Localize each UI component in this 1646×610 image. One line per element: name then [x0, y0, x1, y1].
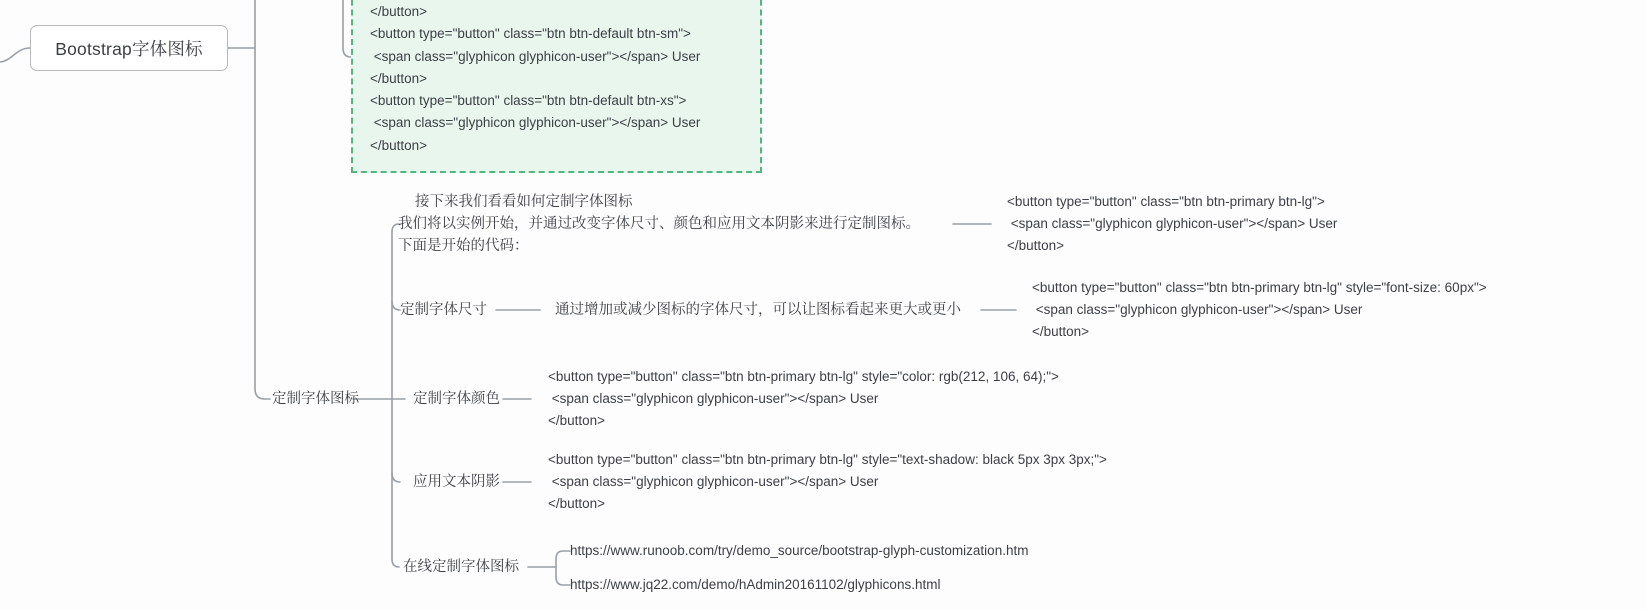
code-line: <span class="glyphicon glyphicon-user"></span> User — [1007, 216, 1338, 231]
code-line: </button> — [370, 4, 428, 19]
topic-custom-icons-branch[interactable]: 定制字体图标 — [272, 391, 359, 407]
topic-custom-size[interactable]: 定制字体尺寸 — [400, 302, 487, 318]
intro-line: 下面是开始的代码： — [398, 238, 529, 254]
connector-child-trunk — [392, 224, 399, 567]
topic-text-shadow[interactable]: 应用文本阴影 — [413, 474, 500, 490]
code-line: <button type="button" class="btn btn-primary btn-lg" style="color: rgb(212, 106, 64);"> — [548, 369, 1059, 384]
intro-line: 接下来我们看看如何定制字体图标 — [415, 194, 633, 210]
desc-custom-size[interactable]: 通过增加或减少图标的字体尺寸，可以让图标看起来更大或更小 — [555, 302, 961, 318]
connector-left-edge — [0, 48, 30, 62]
intro-topic[interactable] — [398, 191, 920, 257]
code-line: <span class="glyphicon glyphicon-user"></span> User — [1032, 302, 1363, 317]
connector-shadow-elbow — [392, 473, 400, 482]
code-block-size[interactable] — [1032, 277, 1487, 343]
code-line: <button type="button" class="btn btn-primary btn-lg" style="font-size: 60px"> — [1032, 280, 1487, 295]
topic-custom-color[interactable]: 定制字体颜色 — [413, 391, 500, 407]
code-line: <button type="button" class="btn btn-default btn-xs"> — [370, 93, 687, 109]
link-runoob-demo[interactable]: https://www.runoob.com/try/demo_source/bootstrap-glyph-customization.htm — [570, 543, 1029, 558]
code-block-shadow[interactable] — [548, 449, 1107, 515]
code-line: <span class="glyphicon glyphicon-user"></span> User — [548, 391, 879, 406]
code-block-color[interactable] — [548, 366, 1059, 432]
connector-greenbox — [343, 0, 351, 57]
connector-main-trunk — [255, 0, 270, 399]
code-line: </button> — [370, 137, 428, 153]
starter-code-box[interactable] — [351, 0, 762, 173]
code-line: </button> — [548, 413, 606, 428]
code-line: <span class="glyphicon glyphicon-user"></span> User — [370, 115, 701, 131]
code-line: <span class="glyphicon glyphicon-user"></span> User — [370, 48, 701, 64]
link-jq22-demo[interactable]: https://www.jq22.com/demo/hAdmin20161102/glyphicons.html — [570, 577, 941, 592]
code-line: </button> — [370, 70, 428, 86]
topic-online-custom[interactable]: 在线定制字体图标 — [403, 559, 519, 575]
code-line: <span class="glyphicon glyphicon-user"></span> User — [548, 474, 879, 489]
connector-size-elbow — [392, 301, 400, 310]
root-topic-label: Bootstrap字体图标 — [55, 38, 203, 59]
code-block-base[interactable] — [1007, 191, 1337, 257]
code-line: </button> — [1032, 324, 1090, 339]
connector-url-bracket — [556, 551, 570, 585]
intro-line: 我们将以实例开始，并通过改变字体尺寸、颜色和应用文本阴影来进行定制图标。 — [398, 216, 920, 232]
code-line: </button> — [548, 496, 606, 511]
root-topic[interactable] — [30, 25, 228, 71]
code-line: <button type="button" class="btn btn-primary btn-lg" style="text-shadow: black 5px 3px 3px;"> — [548, 452, 1107, 467]
code-line: </button> — [1007, 238, 1065, 253]
code-line: <button type="button" class="btn btn-default btn-sm"> — [370, 26, 691, 42]
code-line: <button type="button" class="btn btn-primary btn-lg"> — [1007, 194, 1325, 209]
